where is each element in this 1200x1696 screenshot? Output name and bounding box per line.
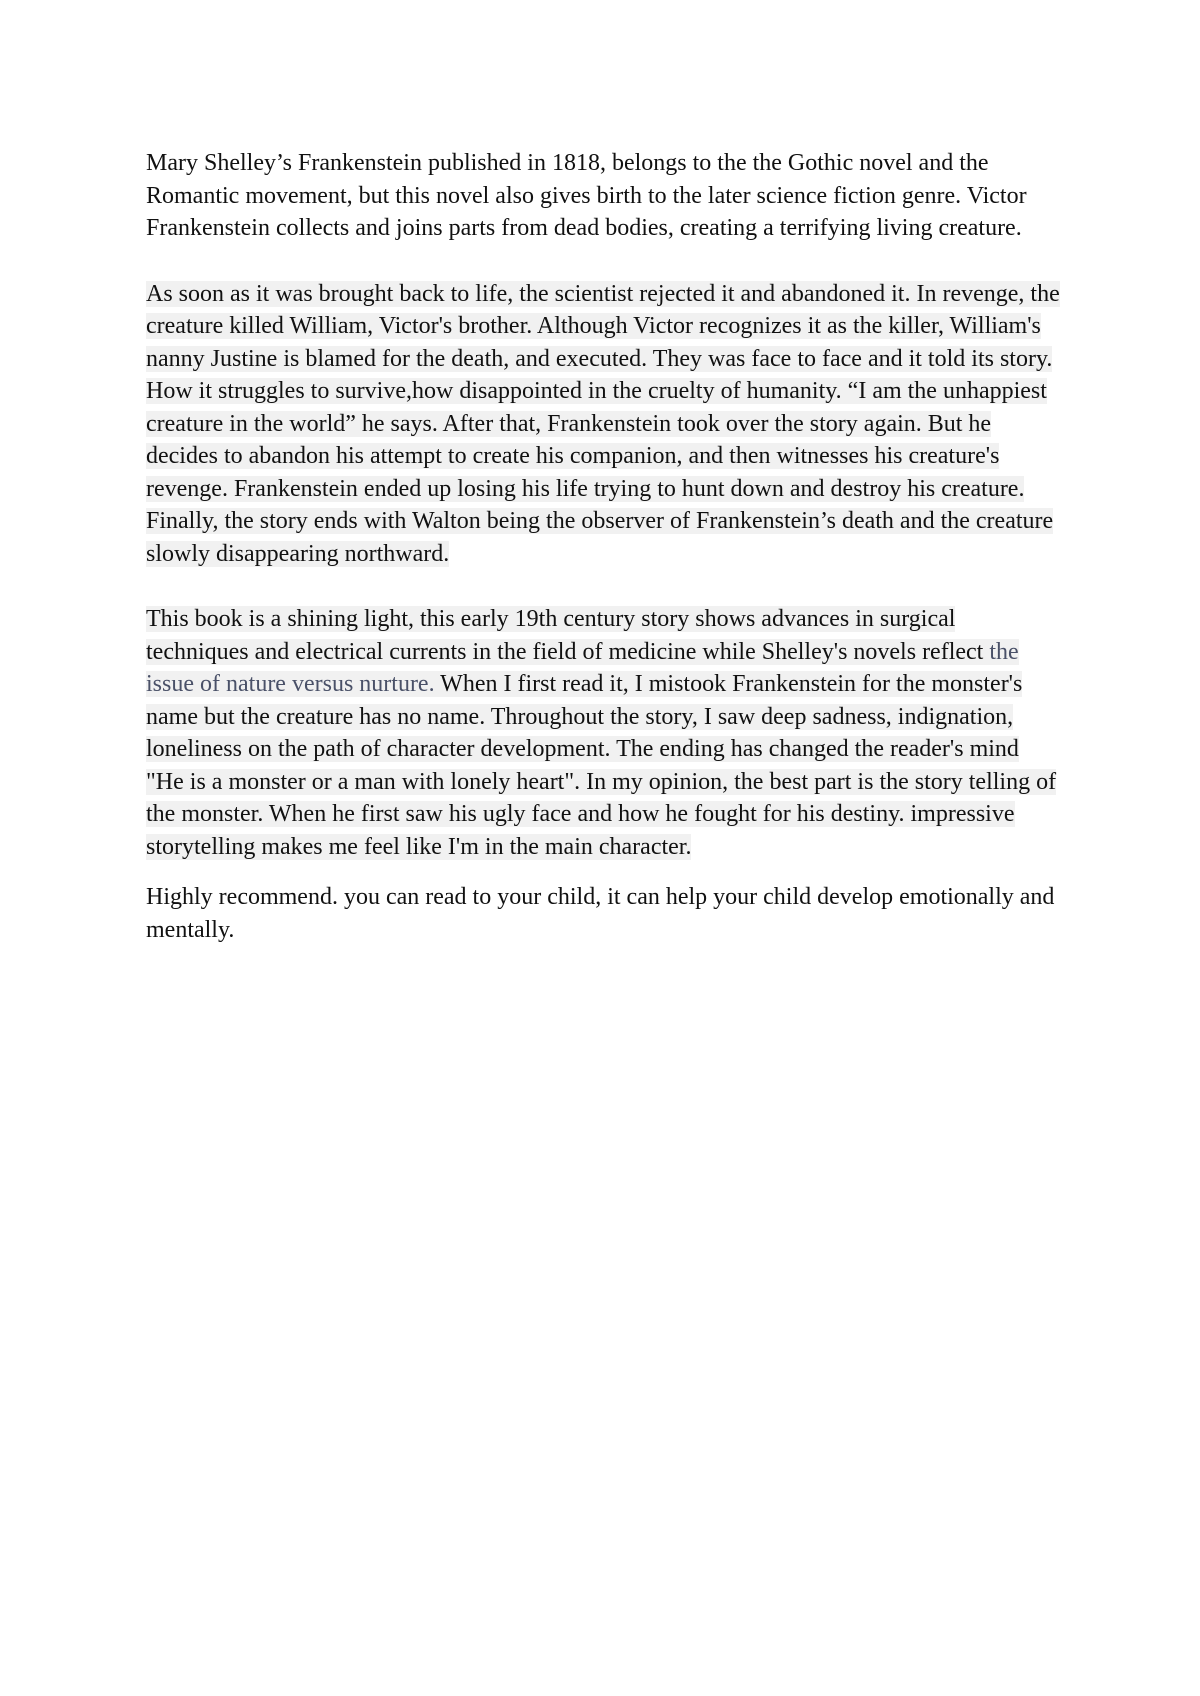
nature-versus-nurture-phrase: the issue of nature versus nurture. (146, 638, 1019, 697)
paragraph-review-opinion (146, 603, 1061, 863)
paragraph-review-opinion-before: This book is a shining light, this early 19th century story shows advances in surgical techniques and electrical currents in the field of medicine while Shelley's novels reflect (146, 606, 990, 665)
paragraph-review-opinion-after: When I first read it, I mistook Frankenstein for the monster's name but the creature has no name. Throughout the story, I saw deep sadness, indignation, loneliness on the path of character development. The ending has changed the reader's mind "He is a monster or a man with lonely heart". In my opinion, the best part is the story telling of the monster. When he first saw his ugly face and how he fought for his destiny. impressive storytelling makes me feel like I'm in the main character. (146, 671, 1057, 860)
paragraph-recommendation (146, 881, 1061, 946)
paragraph-intro-text: Mary Shelley’s Frankenstein published in 1818, belongs to the the Gothic novel and the Romantic movement, but this novel also gives birth to the later science fiction genre. Victor Frankenstein collects and joins parts from dead bodies, creating a terrifying living creature. (146, 150, 1027, 241)
paragraph-recommendation-text: Highly recommend. you can read to your child, it can help your child develop emotionally and mentally. (146, 884, 1055, 943)
paragraph-plot-summary-text: As soon as it was brought back to life, the scientist rejected it and abandoned it. In revenge, the creature killed William, Victor's brother. Although Victor recognizes it as the killer, William's nanny Justine is blamed for the death, and executed. They was face to face and it told its story. How it struggles to survive,how disappointed in the cruelty of humanity. “I am the unhappiest creature in the world” he says. After that, Frankenstein took over the story again. But he decides to abandon his attempt to create his companion, and then witnesses his creature's revenge. Frankenstein ended up losing his life trying to hunt down and destroy his creature. Finally, the story ends with Walton being the observer of Frankenstein’s death and the creature slowly disappearing northward. (146, 280, 1060, 567)
paragraph-plot-summary (146, 278, 1061, 571)
paragraph-intro (146, 147, 1061, 245)
paragraph-review-opinion-text (146, 606, 1056, 860)
document-body (146, 147, 1061, 946)
